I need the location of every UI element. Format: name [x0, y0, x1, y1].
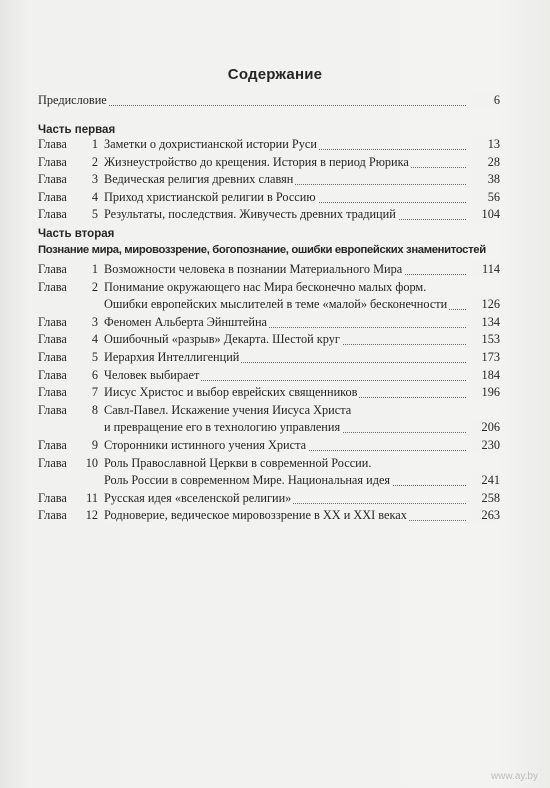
toc-entry-text: Возможности человека в познании Материального Мира	[104, 262, 403, 276]
chapter-number: 11	[86, 490, 98, 505]
chapter-word: Глава	[38, 508, 67, 523]
chapter-number: 2	[91, 279, 98, 294]
toc-page-number: 263	[472, 507, 500, 524]
chapter-number: 4	[91, 332, 98, 347]
chapter-number: 4	[91, 189, 98, 204]
toc-entry-text: Иерархия Интеллигенций	[104, 350, 240, 364]
toc-entry-text: Сторонники истинного учения Христа	[104, 438, 307, 452]
toc-entry-text: Ошибочный «разрыв» Декарта. Шестой круг	[104, 332, 340, 347]
toc-entry-text: Приход христианской религии в Россию	[104, 189, 316, 204]
chapter-word: Глава	[38, 455, 67, 470]
toc-line	[38, 367, 500, 384]
chapter-word: Глава	[38, 314, 67, 329]
toc-line	[38, 455, 500, 472]
chapter-number: 1	[91, 262, 98, 276]
chapter-number: 6	[91, 367, 98, 382]
toc-line	[38, 189, 500, 206]
toc-page-number: 206	[472, 419, 500, 436]
toc-page-number: 126	[472, 296, 500, 313]
toc-page-number: 230	[472, 437, 500, 454]
toc-line	[38, 279, 500, 296]
chapter-word: Глава	[38, 154, 67, 169]
toc-page-number: 184	[472, 367, 500, 384]
toc-line	[38, 349, 500, 366]
toc-line	[38, 402, 500, 419]
chapter-number: 9	[91, 438, 98, 452]
toc-line	[38, 490, 500, 507]
toc-line	[38, 472, 500, 489]
toc-line	[38, 136, 500, 153]
chapter-word: Глава	[38, 137, 67, 151]
toc-line	[38, 206, 500, 223]
toc-page-number: 38	[472, 171, 500, 188]
toc-page-number: 104	[472, 206, 500, 223]
chapter-word: Глава	[38, 189, 67, 204]
part-one-heading: Часть первая	[38, 124, 116, 136]
chapter-number: 7	[91, 385, 98, 400]
toc-line	[38, 171, 500, 188]
chapter-word: Глава	[38, 350, 67, 364]
toc-line	[38, 419, 500, 436]
part-two-subtitle: Познание мира, мировоззрение, богопознание, ошибки европейских знаменитостей	[38, 244, 486, 256]
toc-page-number: 258	[472, 490, 500, 507]
toc-page-number: 173	[472, 349, 500, 366]
chapter-word: Глава	[38, 172, 67, 187]
toc-entry-text: и превращение его в технологию управления	[104, 420, 341, 435]
toc-page-number: 153	[472, 331, 500, 348]
part-two-heading: Часть вторая	[38, 228, 115, 240]
toc-page-number: 241	[472, 472, 500, 489]
toc-entry-text: Феномен Альберта Эйнштейна	[104, 314, 267, 329]
toc-page-number: 114	[472, 261, 500, 278]
chapter-number: 12	[85, 508, 98, 523]
chapter-word: Глава	[38, 385, 67, 400]
toc-entry-text: Предисловие	[38, 93, 107, 107]
toc-line	[38, 437, 500, 454]
chapter-word: Глава	[38, 279, 67, 294]
contents-title: Содержание	[227, 66, 323, 83]
toc-line	[38, 261, 500, 278]
toc-page-number: 13	[472, 136, 500, 153]
toc-line-preface	[38, 92, 500, 109]
toc-line	[38, 296, 500, 313]
toc-entry-text: Понимание окружающего нас Мира бесконечно малых форм.	[104, 279, 427, 294]
chapter-number: 8	[91, 402, 98, 417]
toc-entry-text: Результаты, последствия. Живучесть древних традиций	[104, 207, 396, 222]
toc-line	[38, 507, 500, 524]
chapter-number: 3	[91, 172, 98, 187]
chapter-word: Глава	[38, 367, 67, 382]
chapter-word: Глава	[38, 438, 67, 452]
toc-entry-text: Жизнеустройство до крещения. История в период Рюрика	[104, 154, 409, 169]
toc-entry-text: Русская идея «вселенской религии»	[104, 490, 292, 505]
watermark: www.ay.by	[490, 771, 538, 782]
chapter-number: 5	[91, 207, 98, 222]
chapter-number: 3	[91, 314, 98, 329]
toc-entry-text: Человек выбирает	[104, 367, 200, 382]
chapter-word: Глава	[38, 262, 67, 276]
toc-line	[38, 331, 500, 348]
chapter-word: Глава	[38, 332, 67, 347]
chapter-number: 1	[91, 137, 98, 151]
chapter-word: Глава	[38, 402, 67, 417]
toc-entry-text: Ошибки европейских мыслителей в теме «малой» бесконечности	[104, 297, 448, 312]
toc-page-number: 134	[472, 314, 500, 331]
toc-entry-text: Роль России в современном Мире. Национальная идея	[104, 473, 391, 488]
toc-entry-text: Заметки о дохристианской истории Руси	[104, 137, 317, 151]
toc-line	[38, 314, 500, 331]
toc-page-number: 28	[472, 154, 500, 171]
chapter-number: 10	[85, 455, 98, 470]
toc-entry-text: Савл-Павел. Искажение учения Иисуса Христа	[104, 402, 352, 417]
chapter-word: Глава	[38, 207, 67, 222]
toc-entry-text: Роль Православной Церкви в современной России.	[104, 455, 372, 470]
toc-entry-text: Ведическая религия древних славян	[104, 172, 294, 187]
toc-line	[38, 154, 500, 171]
chapter-number: 5	[91, 350, 98, 364]
toc-page-number: 56	[472, 189, 500, 206]
chapter-word: Глава	[38, 490, 67, 505]
toc-line	[38, 384, 500, 401]
chapter-number: 2	[91, 154, 98, 169]
toc-entry-text: Иисус Христос и выбор еврейских священников	[104, 385, 358, 400]
toc-page-number: 196	[472, 384, 500, 401]
toc-entry-text: Родноверие, ведическое мировоззрение в XX и XXI веках	[104, 508, 407, 523]
toc-page-number: 6	[472, 92, 500, 109]
